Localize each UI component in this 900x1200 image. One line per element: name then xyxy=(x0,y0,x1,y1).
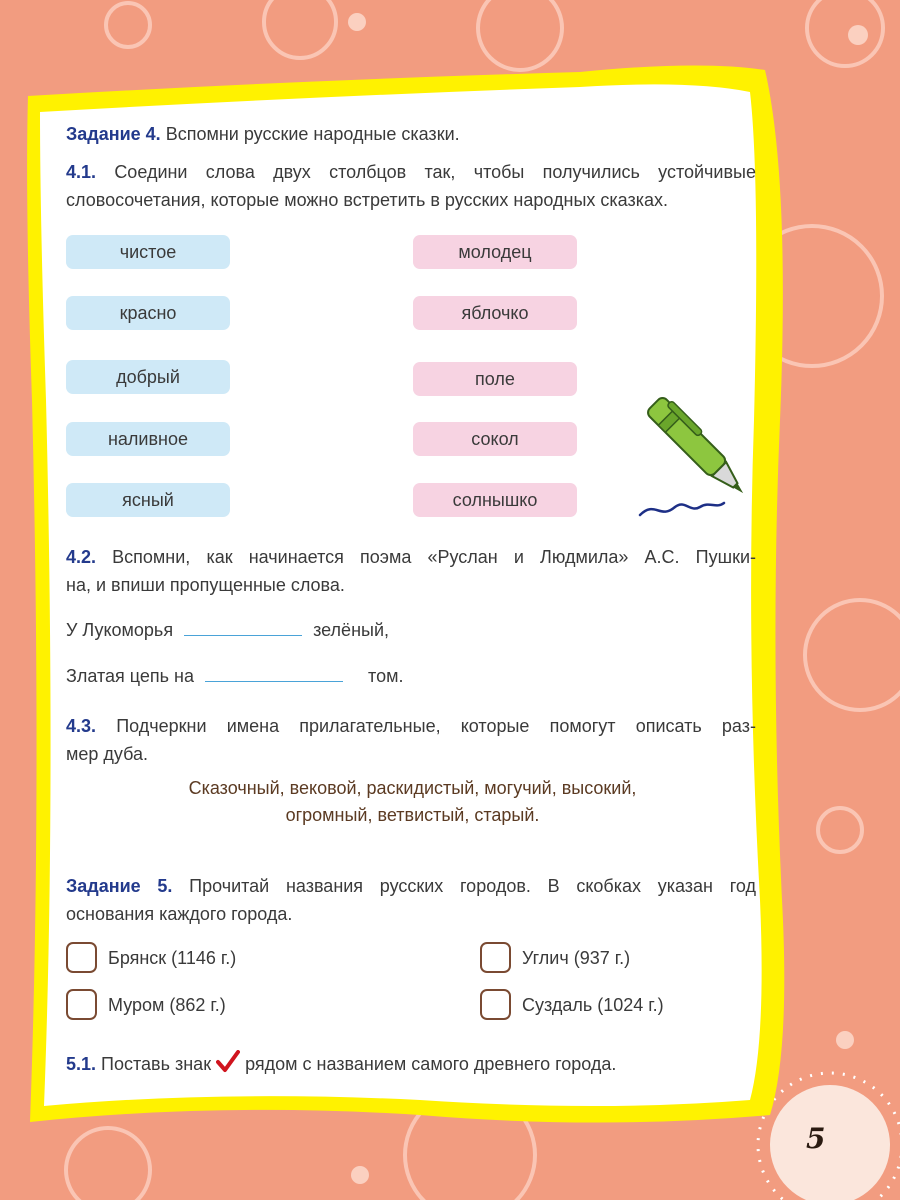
adjectives-line-1: Сказочный, вековой, раскидистый, могучий, высокий, xyxy=(188,778,637,798)
task4-label: Задание 4. xyxy=(66,124,161,144)
right-word-5[interactable]: солнышко xyxy=(413,483,577,517)
left-word-1[interactable]: чистое xyxy=(66,235,230,269)
q41-line2: словосочетания, которые можно встретить в русских народных сказках. xyxy=(66,190,668,210)
q43-number: 4.3. xyxy=(66,716,97,736)
city-murom: Муром (862 г.) xyxy=(108,995,226,1015)
right-word-3[interactable]: поле xyxy=(413,362,577,396)
q42-number: 4.2. xyxy=(66,547,97,567)
blank-field-1[interactable] xyxy=(184,621,302,636)
q51-line: 5.1. Поставь знак рядом с названием самого древнего города. xyxy=(66,1050,616,1078)
right-word-4[interactable]: сокол xyxy=(413,422,577,456)
pen-icon xyxy=(630,385,770,525)
checkbox-uglich[interactable] xyxy=(480,942,511,973)
right-word-1[interactable]: молодец xyxy=(413,235,577,269)
task4-heading xyxy=(66,120,460,148)
verse-line-1: У Лукоморья зелёный, xyxy=(66,620,390,640)
city-suzdal: Суздаль (1024 г.) xyxy=(522,995,664,1015)
adjectives-line-2: огромный, ветвистый, старый. xyxy=(285,805,540,825)
q42-line1: 4.2. Вспомни, как начинается поэма «Руслан и Людмила» А.С. Пушки- xyxy=(66,547,756,567)
page-number-badge xyxy=(770,1085,890,1200)
q43-line1: 4.3. Подчеркни имена прилагательные, которые помогут описать раз- xyxy=(66,716,756,736)
left-word-3[interactable]: добрый xyxy=(66,360,230,394)
task5-line2: основания каждого города. xyxy=(66,904,293,924)
task5-line1: Задание 5. Прочитай названия русских городов. В скобках указан год xyxy=(66,876,756,896)
right-word-2[interactable]: яблочко xyxy=(413,296,577,330)
page-number: 5 xyxy=(806,1122,826,1155)
task4-text: Вспомни русские народные сказки. xyxy=(165,124,460,144)
q43-line2: мер дуба. xyxy=(66,744,149,764)
task5-label: Задание 5. xyxy=(66,876,173,896)
q41-number: 4.1. xyxy=(66,162,97,182)
left-word-2[interactable]: красно xyxy=(66,296,230,330)
blank-field-2[interactable] xyxy=(205,667,343,682)
q42-line2: на, и впиши пропущенные слова. xyxy=(66,575,345,595)
left-word-5[interactable]: ясный xyxy=(66,483,230,517)
q51-number: 5.1. xyxy=(66,1054,97,1074)
checkmark-icon xyxy=(216,1050,240,1074)
checkbox-murom[interactable] xyxy=(66,989,97,1020)
city-uglich: Углич (937 г.) xyxy=(522,948,631,968)
left-word-4[interactable]: наливное xyxy=(66,422,230,456)
verse-line-2: Златая цепь на том. xyxy=(66,666,404,686)
q41-line1: 4.1. Соедини слова двух столбцов так, чтобы получились устойчивые xyxy=(66,162,756,182)
checkbox-suzdal[interactable] xyxy=(480,989,511,1020)
checkbox-bryansk[interactable] xyxy=(66,942,97,973)
city-bryansk: Брянск (1146 г.) xyxy=(108,948,237,968)
